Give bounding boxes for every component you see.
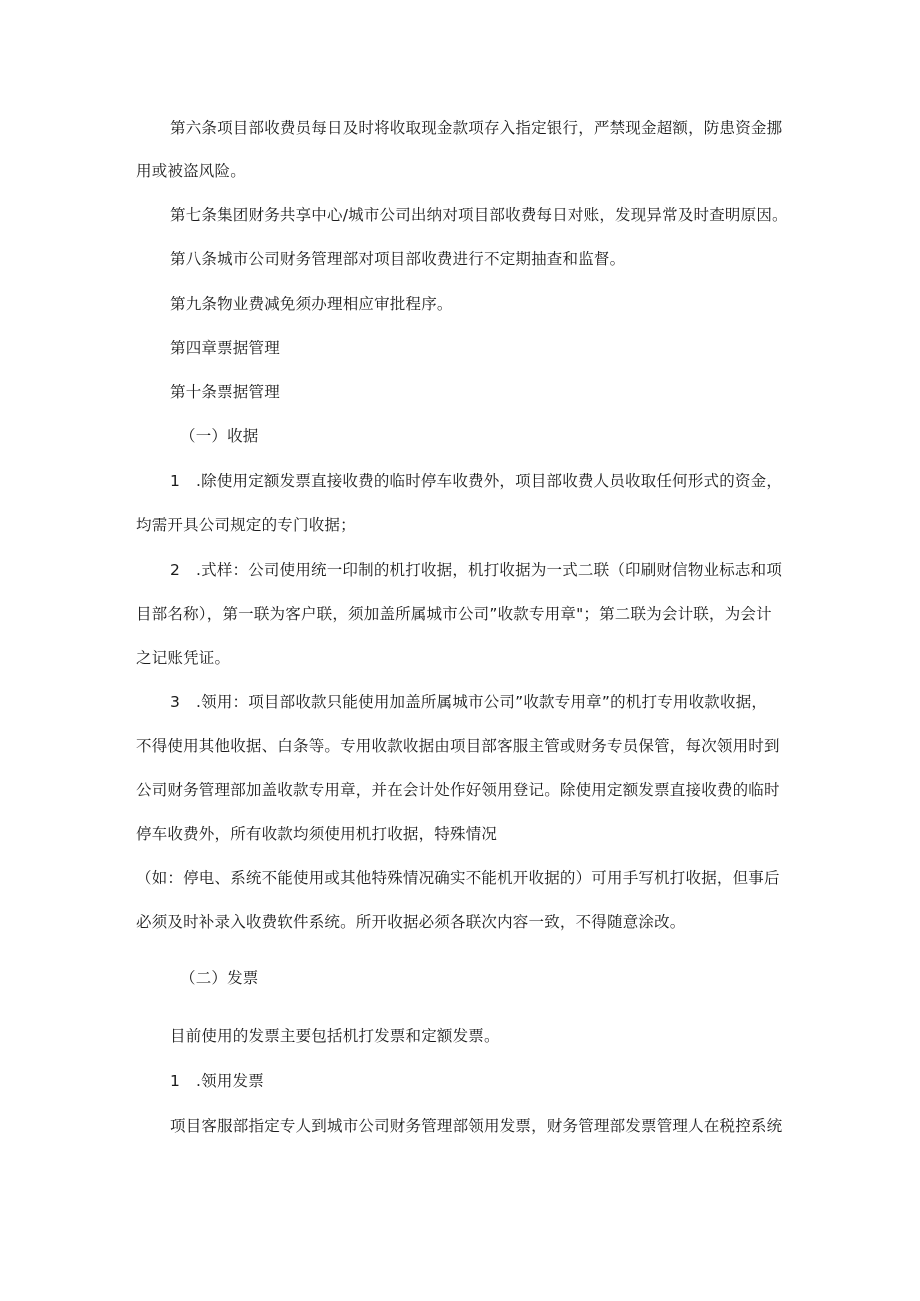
receipt-item-1-line-2: 均需开具公司规定的专门收据；	[136, 516, 356, 534]
chapter-4-heading: 第四章票据管理	[170, 339, 280, 357]
item-number: 2	[170, 561, 181, 579]
receipt-item-3-line-2: 不得使用其他收据、白条等。专用收款收据由项目部客服主管或财务专员保管，每次领用时到	[136, 737, 780, 755]
receipt-item-3-line-3: 公司财务管理部加盖收款专用章，并在会计处作好领用登记。除使用定额发票直接收费的临时	[136, 781, 780, 799]
item-text: .除使用定额发票直接收费的临时停车收费外，项目部收费人员收取任何形式的资金，	[196, 472, 783, 490]
receipt-item-3-line-4: 停车收费外，所有收款均须使用机打收据，特殊情况	[136, 825, 498, 843]
receipt-item-2-line-3: 之记账凭证。	[136, 649, 231, 667]
section-receipts-heading: （一）收据	[180, 427, 259, 445]
article-6-line-1: 第六条项目部收费员每日及时将收取现金款项存入指定银行，严禁现金超额，防患资金挪	[170, 119, 783, 137]
item-number: 1	[170, 1072, 181, 1090]
invoice-intro: 目前使用的发票主要包括机打发票和定额发票。	[170, 1027, 500, 1045]
receipt-item-2-line-1	[170, 559, 782, 581]
item-text: .领用发票	[196, 1072, 264, 1090]
section-invoices-heading: （二）发票	[180, 969, 259, 987]
invoice-item-1-heading	[170, 1070, 264, 1092]
article-7: 第七条集团财务共享中心/城市公司出纳对项目部收费每日对账，发现异常及时查明原因。	[170, 206, 788, 224]
article-10-heading: 第十条票据管理	[170, 383, 280, 401]
article-8: 第八条城市公司财务管理部对项目部收费进行不定期抽查和监督。	[170, 250, 626, 268]
article-6-line-2: 用或被盗风险。	[136, 162, 246, 180]
receipt-item-3-line-6: 必须及时补录入收费软件系统。所开收据必须各联次内容一致，不得随意涂改。	[136, 913, 686, 931]
receipt-item-2-line-2: 目部名称），第一联为客户联，须加盖所属城市公司”收款专用章"；第二联为会计联，为会计	[136, 605, 772, 623]
invoice-paragraph-line-1: 项目客服部指定专人到城市公司财务管理部领用发票，财务管理部发票管理人在税控系统	[170, 1117, 783, 1135]
receipt-item-1-line-1	[170, 470, 782, 492]
receipt-item-3-line-1	[170, 691, 767, 713]
receipt-item-3-line-5: （如：停电、系统不能使用或其他特殊情况确实不能机开收据的）可用手写机打收据，但事后	[136, 869, 780, 887]
item-number: 1	[170, 472, 181, 490]
item-number: 3	[170, 693, 181, 711]
item-text: .式样：公司使用统一印制的机打收据，机打收据为一式二联（印刷财信物业标志和项	[196, 561, 783, 579]
item-text: .领用：项目部收款只能使用加盖所属城市公司”收款专用章”的机打专用收款收据，	[196, 693, 768, 711]
article-9: 第九条物业费减免须办理相应审批程序。	[170, 295, 453, 313]
